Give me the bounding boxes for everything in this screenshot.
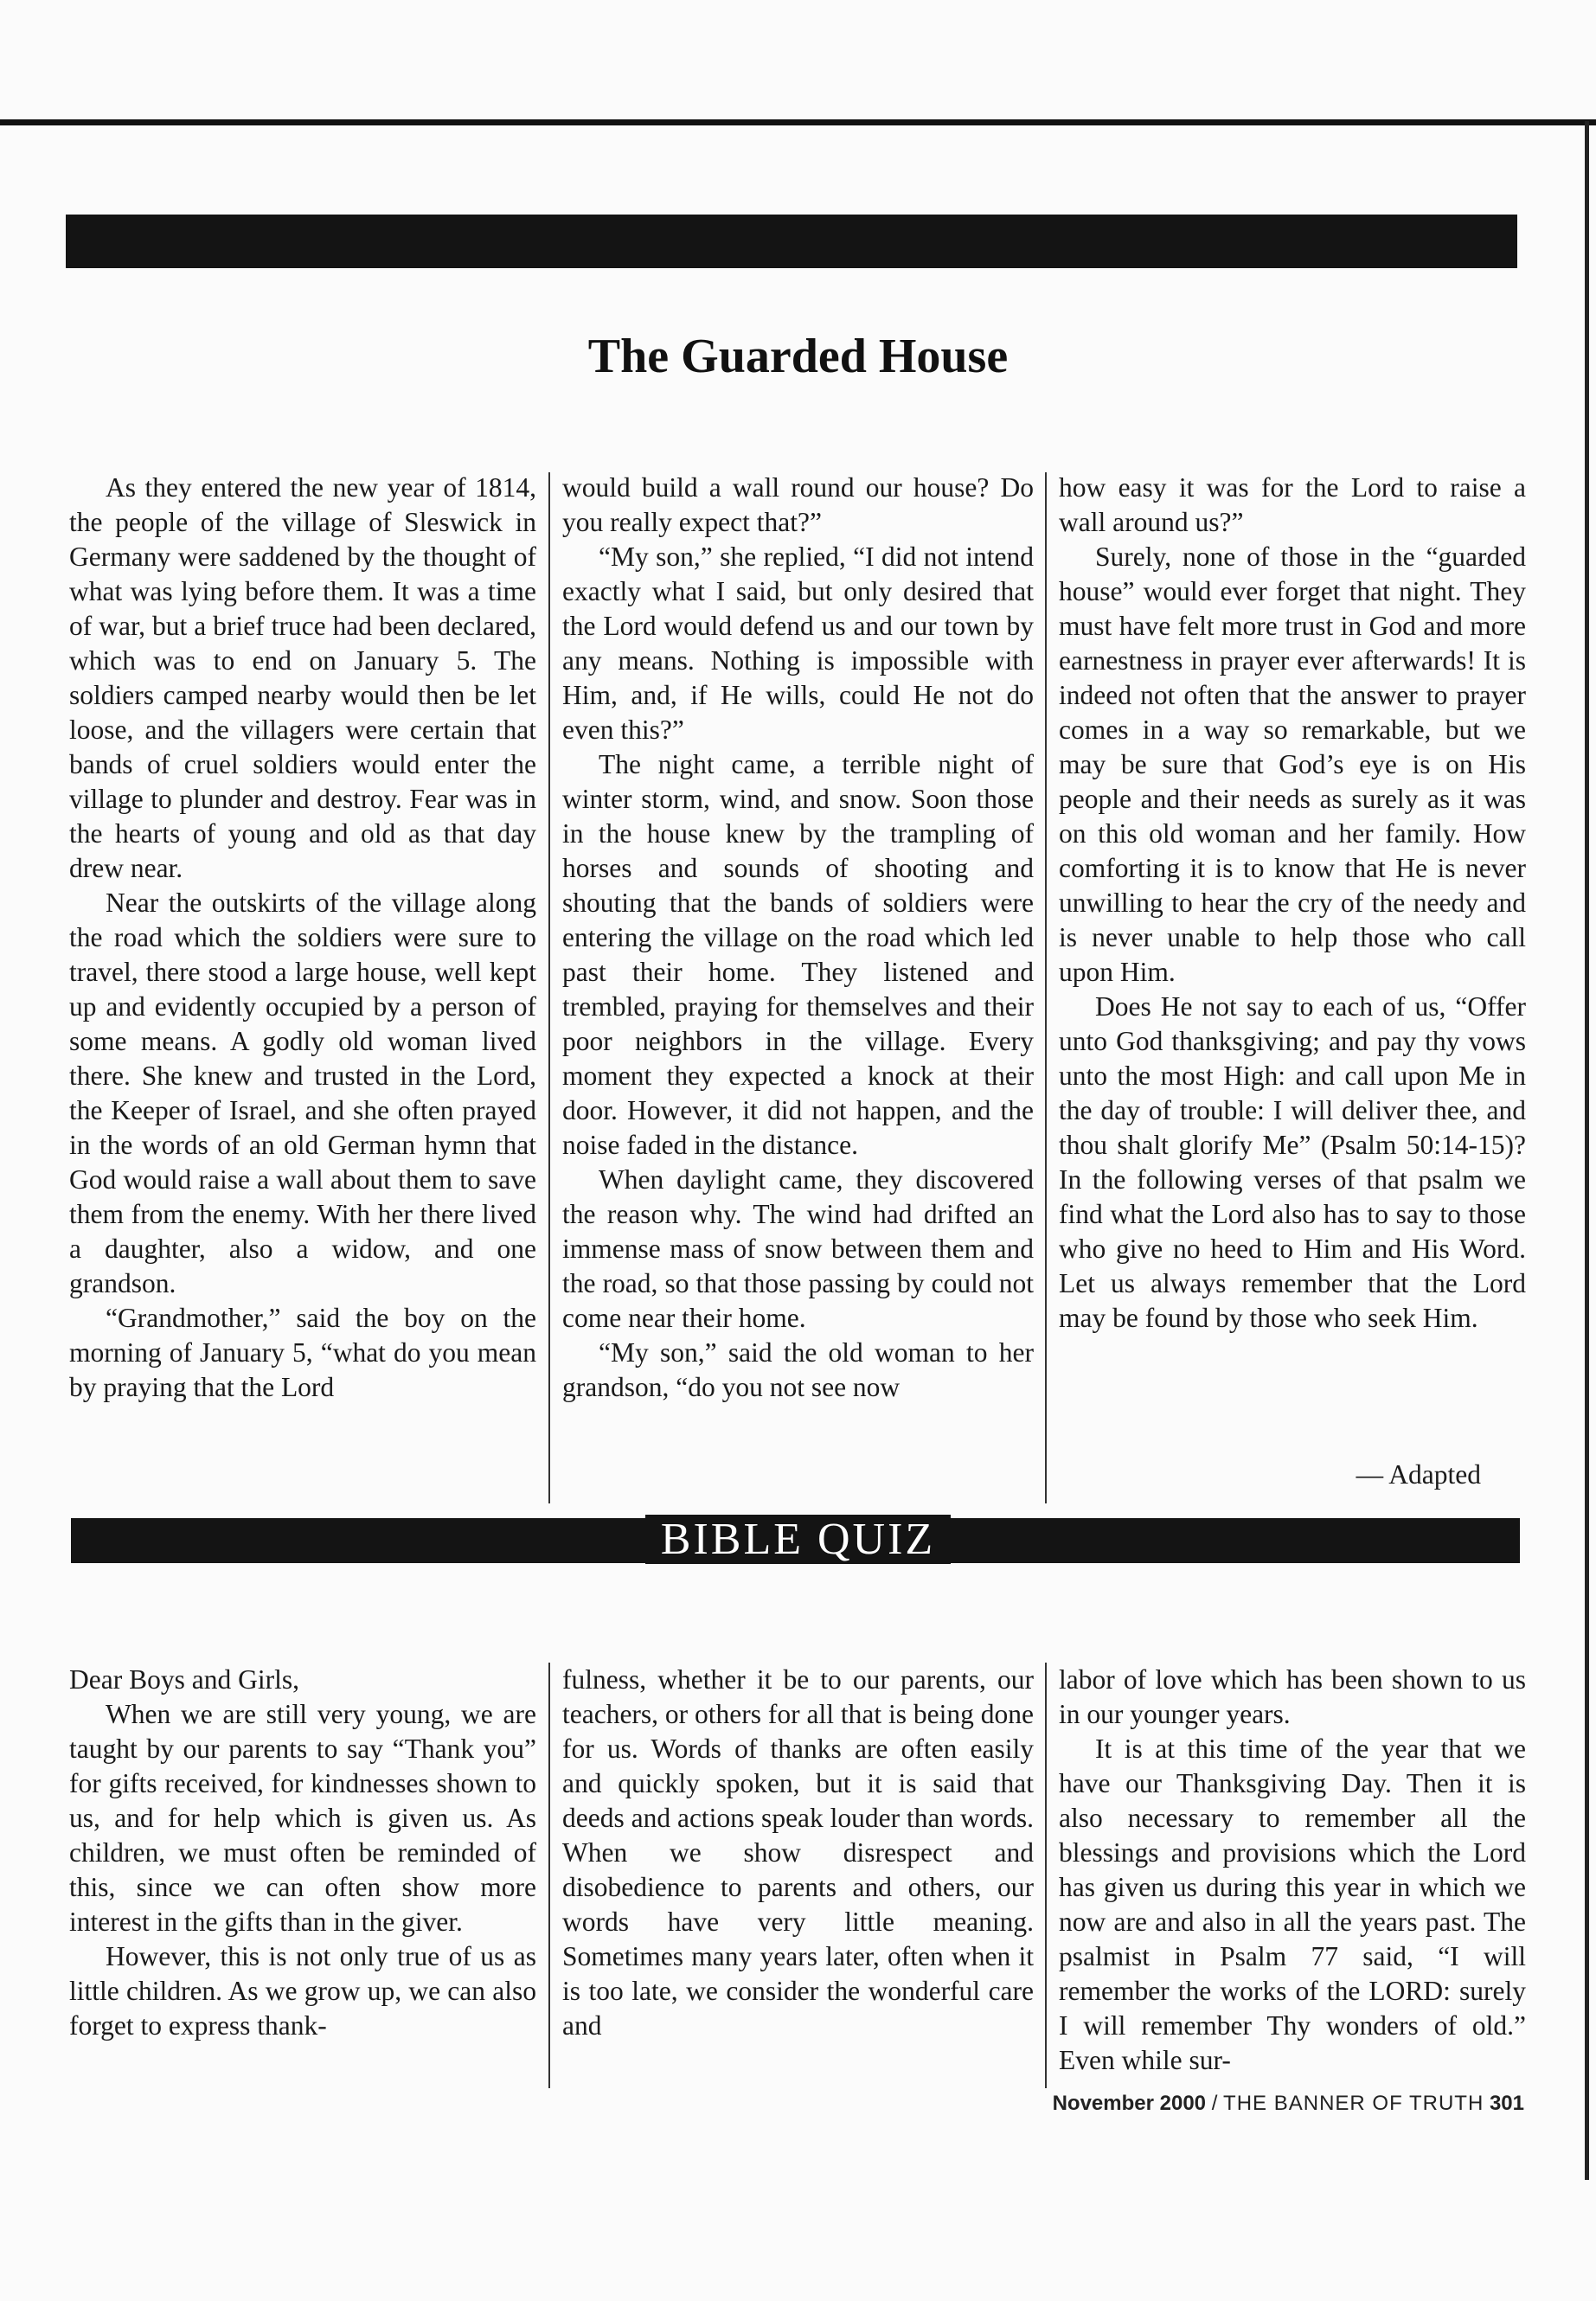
salutation: Dear Boys and Girls, (69, 1664, 299, 1695)
article-column-2 (562, 471, 1034, 1405)
footer-separator: / (1211, 2092, 1218, 2115)
paragraph: “My son,” said the old woman to her grandson, “do you not see now (562, 1337, 1034, 1402)
paragraph: However, this is not only true of us as little children. As we grow up, we can also forget to express thank- (69, 1941, 536, 2041)
article-credit: — Adapted (1356, 1459, 1481, 1490)
footer-date: November 2000 (1052, 2092, 1207, 2115)
paragraph: As they entered the new year of 1814, the people of the village of Sleswick in Germany were saddened by the thought of what was lying before them. It was a time of war, but a brief truce had been declared, which was to end on January 5. The soldiers camped nearby would then be let loose, and the villagers were certain that bands of cruel soldiers would enter the village to plunder and destroy. Fear was in the hearts of young and old as that day drew near. (69, 472, 536, 883)
column-divider (548, 472, 550, 1503)
quiz-title (0, 1512, 1596, 1567)
paragraph: how easy it was for the Lord to raise a wall around us?” (1059, 472, 1526, 537)
paragraph: It is at this time of the year that we have our Thanksgiving Day. Then it is also necessary to remember all the blessings and provisions which the Lord has given us during this year in which we now are and also in all the years past. The psalmist in Psalm 77 said, “I will remember the works of the LORD: surely I will remember Thy wonders of old.” Even while sur- (1059, 1734, 1526, 2075)
paragraph: “My son,” she replied, “I did not intend exactly what I said, but only desired that the Lord would defend us and our town by any means. Nothing is impossible with Him, and, if He wills, could He not do even this?” (562, 542, 1034, 745)
column-divider (548, 1663, 550, 2088)
quiz-column-2 (562, 1663, 1034, 2043)
article-title: The Guarded House (587, 330, 1009, 383)
article-column-1 (69, 471, 536, 1405)
quiz-column-3 (1059, 1663, 1526, 2078)
quiz-column-1 (69, 1663, 536, 2043)
column-divider (1045, 1663, 1047, 2088)
paragraph: labor of love which has been shown to us in our younger years. (1059, 1664, 1526, 1729)
paragraph: Near the outskirts of the village along the road which the soldiers were sure to travel, there stood a large house, well kept up and evidently occupied by a person of some means. A godly old woman lived there. She knew and trusted in the Lord, the Keeper of Israel, and she often prayed in the words of an old German hymn that God would raise a wall about them to save them from the enemy. With her there lived a daughter, also a widow, and one grandson. (69, 888, 536, 1298)
paragraph: Does He not say to each of us, “Offer unto God thanksgiving; and pay thy vows unto the most High: and call upon Me in the day of trouble: I will deliver thee, and thou shalt glorify Me” (Psalm 50:14-15)? In the following verses of that psalm we find what the Lord also has to say to those who give no heed to Him and His Word. Let us always remember that the Lord may be found by those who seek Him. (1059, 991, 1526, 1333)
page-footer (952, 2092, 1524, 2116)
page-number: 301 (1489, 2092, 1524, 2115)
column-divider (1045, 472, 1047, 1503)
paragraph: “Grandmother,” said the boy on the morning of January 5, “what do you mean by praying that the Lord (69, 1303, 536, 1402)
quiz-title-text: BIBLE QUIZ (645, 1515, 951, 1564)
paragraph: would build a wall round our house? Do you really expect that?” (562, 472, 1034, 537)
paragraph: When we are still very young, we are taught by our parents to say “Thank you” for gifts received, for kindnesses shown to us, and for help which is given us. As children, we must often be reminded of this, since we can often show more interest in the gifts than in the giver. (69, 1699, 536, 1937)
paragraph: fulness, whether it be to our parents, our teachers, or others for all that is being done for us. Words of thanks are often easily and quickly spoken, but it is said that deeds and actions speak louder than words. When we show disrespect and disobedience to parents and others, our words have very little meaning. Sometimes many years later, often when it is too late, we consider the wonderful care and (562, 1664, 1034, 2041)
article-column-3 (1059, 471, 1526, 1336)
paragraph: The night came, a terrible night of winter storm, wind, and snow. Soon those in the house knew by the trampling of horses and sounds of shooting and shouting that the bands of soldiers were entering the village on the road which led past their home. They listened and trembled, praying for themselves and their poor neighbors in the village. Every moment they expected a knock at their door. However, it did not happen, and the noise faded in the distance. (562, 749, 1034, 1160)
paragraph: When daylight came, they discovered the reason why. The wind had drifted an immense mass of snow between them and the road, so that those passing by could not come near their home. (562, 1164, 1034, 1333)
page-edge-rule (1585, 121, 1589, 2180)
paragraph: Surely, none of those in the “guarded house” would ever forget that night. They must have felt more trust in God and more earnestness in prayer ever afterwards! It is indeed not often that the answer to prayer comes in a way so remarkable, but we may be sure that God’s eye is on His people and their needs as surely as it was on this old woman and her family. How comforting it is to know that He is never unwilling to hear the cry of the needy and is never unable to help those who call upon Him. (1059, 542, 1526, 987)
top-rule (0, 119, 1596, 125)
footer-publication: THE BANNER OF TRUTH (1223, 2092, 1484, 2115)
header-bar (66, 215, 1517, 268)
